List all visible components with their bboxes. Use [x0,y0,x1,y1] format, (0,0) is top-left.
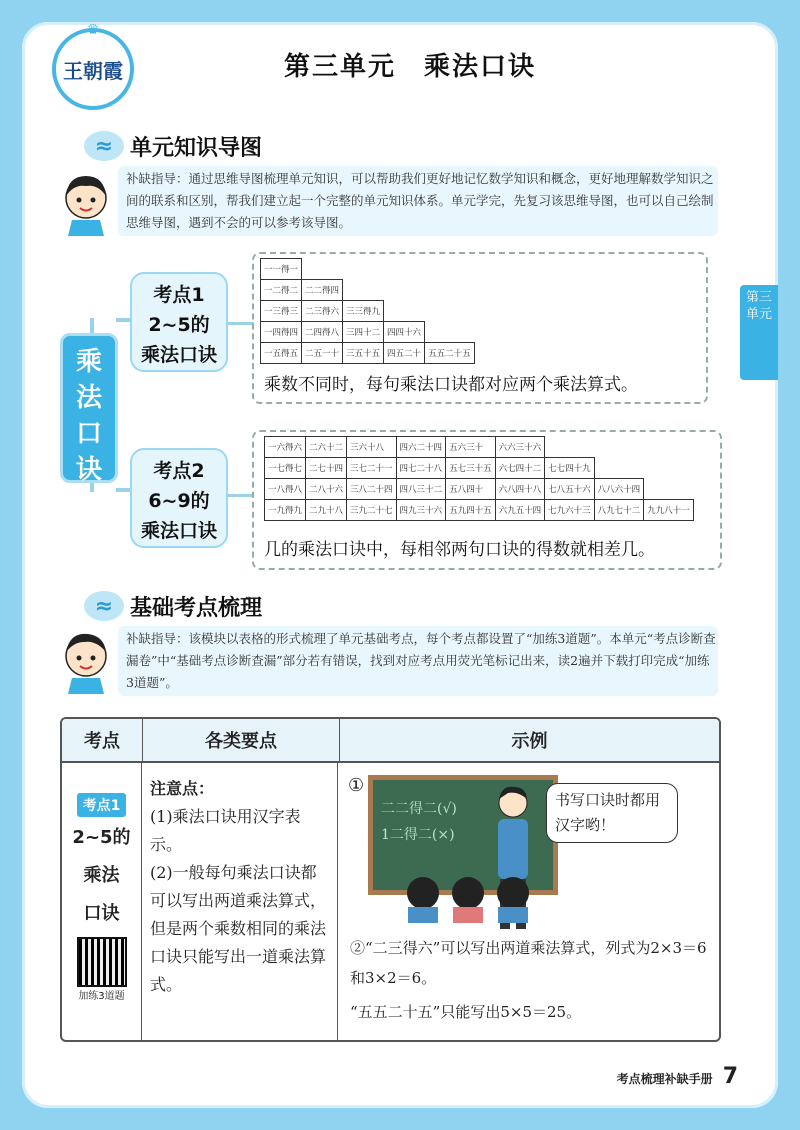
koujue-cell: 三八二十四 [347,479,397,500]
koujue-cell: 三五十五 [343,343,384,364]
header-kaodian: 考点 [62,719,143,761]
koujue-cell: 四五二十 [384,343,425,364]
table-row [261,280,475,301]
koujue-cell: 三六十八 [347,437,397,458]
mindmap-note-2: 几的乘法口诀中，每相邻两句口诀的得数就相差几。 [264,540,655,560]
example-3-text: “五五二十五”只能写出5×5＝25。 [350,1003,582,1021]
node-2-line2: 6~9的 [148,490,210,512]
koujue-cell: 二三得六 [302,301,343,322]
koujue-cell: 三九二十七 [347,500,397,521]
koujue-cell: 一七得七 [265,458,306,479]
brand-logo [52,22,134,110]
node-1-line1: 考点1 [153,284,205,306]
logo-text: 王朝霞 [63,58,123,83]
koujue-cell: 二二得四 [302,280,343,301]
koujue-cell: 一三得三 [261,301,302,322]
points-title: 注意点： [150,779,215,798]
koujue-cell: 六六三十六 [495,437,545,458]
koujue-cell: 四六二十四 [396,437,446,458]
table-row [261,301,475,322]
koujue-cell: 五五二十五 [425,343,475,364]
table-row [261,343,475,364]
section-title: 单元知识导图 [130,135,263,161]
kaodian-cell [62,763,142,1042]
koujue-cell: 四七二十八 [396,458,446,479]
speech-bubble: 书写口诀时都用汉字哟！ [546,783,678,843]
koujue-cell: 一六得六 [265,437,306,458]
connector [228,322,254,325]
point-2: (2)一般每句乘法口诀都可以写出两道乘法算式，但是两个乘数相同的乘法口诀只能写出一道乘法算式。 [150,863,327,994]
koujue-cell: 一一得一 [261,259,302,280]
mindmap-root-label: 乘法口诀 [75,347,102,485]
node-1-line3: 乘法口诀 [140,344,217,366]
connector [116,318,130,322]
students-icon [398,873,548,923]
example-1-num: ① [348,775,365,796]
table-header [62,719,719,763]
koujue-cell: 五六三十 [446,437,496,458]
koujue-cell: 七八五十六 [545,479,595,500]
koujue-cell: 六七四十二 [495,458,545,479]
guide-text-2: 补缺指导：该模块以表格的形式梳理了单元基础考点，每个考点都设置了“加练3道题”。本单元“考点诊断查漏卷”中“基础考点诊断查漏”部分若有错误，找到对应考点用荧光笔标记出来，读2遍并下载打印完成“加练3道题”。 [126,631,716,690]
page-number: 7 [722,1064,738,1089]
table-row [261,259,475,280]
side-tab[interactable]: 第三单元 [740,285,778,380]
koujue-cell: 二四得八 [302,322,343,343]
points-cell [142,763,338,1042]
boy-avatar-icon [58,628,114,694]
koujue-cell: 三四十二 [343,322,384,343]
board-line-2: 1二得二(×) [381,827,455,843]
point-1: (1)乘法口诀用汉字表示。 [150,807,301,854]
qr-label: 加练3道题 [78,991,125,1002]
multiplication-table-6-9 [264,436,694,521]
mindmap-note-1: 乘数不同时，每句乘法口诀都对应两个乘法算式。 [264,375,638,395]
koujue-cell: 八九七十二 [594,500,644,521]
koujue-cell: 二八十六 [306,479,347,500]
table-row [265,437,694,458]
guide-text-1: 补缺指导：通过思维导图梳理单元知识，可以帮助我们更好地记忆数学知识和概念，更好地理解数学知识之间的联系和区别，帮我们建立起一个完整的单元知识体系。单元学完，先复习该思维导图，也可以自己绘制思维导图，遇到不会的可以参考该导图。 [126,171,714,230]
example-2-text: ②“二三得六”可以写出两道乘法算式，列式为2×3＝6和3×2＝6。 [350,939,707,987]
board-line-1: 二二得二(√) [381,801,457,817]
koujue-cell: 二六十二 [306,437,347,458]
node-2-line3: 乘法口诀 [140,520,217,542]
footer [617,1064,738,1089]
koujue-cell: 一九得九 [265,500,306,521]
koujue-cell: 八八六十四 [594,479,644,500]
node-1-line2: 2~5的 [148,314,210,336]
koujue-cell: 一八得八 [265,479,306,500]
koujue-cell: 四四十六 [384,322,425,343]
koujue-cell: 七七四十九 [545,458,595,479]
connector [116,488,130,492]
table-row [265,479,694,500]
multiplication-table-2-5 [260,258,475,364]
koujue-cell: 七九六十三 [545,500,595,521]
header-points: 各类要点 [143,719,340,761]
table-row [265,458,694,479]
footer-text: 考点梳理补缺手册 [616,1072,713,1086]
koujue-cell: 五七三十五 [446,458,496,479]
node-2-line1: 考点2 [153,460,205,482]
table-row [261,322,475,343]
qr-code-icon[interactable] [77,937,127,987]
section-heading-basics [84,588,262,624]
mindmap-root [60,333,118,483]
koujue-cell: 六九五十四 [495,500,545,521]
kaodian-name-3: 口诀 [83,903,120,924]
koujue-cell: 五九四十五 [446,500,496,521]
koujue-cell: 六八四十八 [495,479,545,500]
page-title: 第三单元 乘法口诀 [283,52,536,82]
koujue-cell: 五八四十 [446,479,496,500]
section-title: 基础考点梳理 [130,595,263,621]
koujue-cell: 二五一十 [302,343,343,364]
crown-icon: ♛ [86,22,100,38]
wave-icon: ≈ [84,591,124,621]
kaodian-badge: 考点1 [77,793,127,817]
kaodian-name-1: 2~5的 [72,827,131,848]
koujue-cell: 三七二十一 [347,458,397,479]
koujue-cell: 九九八十一 [644,500,694,521]
wave-icon: ≈ [84,131,124,161]
koujue-cell: 一四得四 [261,322,302,343]
mindmap-node-2 [130,448,228,548]
knowledge-table [60,717,721,1042]
table-row [265,500,694,521]
table-row [62,763,719,1042]
koujue-cell: 二七十四 [306,458,347,479]
koujue-cell: 四八三十二 [396,479,446,500]
header-example: 示例 [511,731,548,752]
koujue-cell: 四九三十六 [396,500,446,521]
koujue-cell: 一五得五 [261,343,302,364]
koujue-cell: 一二得二 [261,280,302,301]
koujue-cell: 三三得九 [343,301,384,322]
girl-avatar-icon [58,170,114,236]
mindmap-node-1 [130,272,228,372]
koujue-cell: 二九十八 [306,500,347,521]
example-2 [350,933,710,1027]
section-heading-map [84,128,262,164]
connector [228,494,254,497]
example-cell [338,763,719,1042]
kaodian-name-2: 乘法 [83,865,120,886]
